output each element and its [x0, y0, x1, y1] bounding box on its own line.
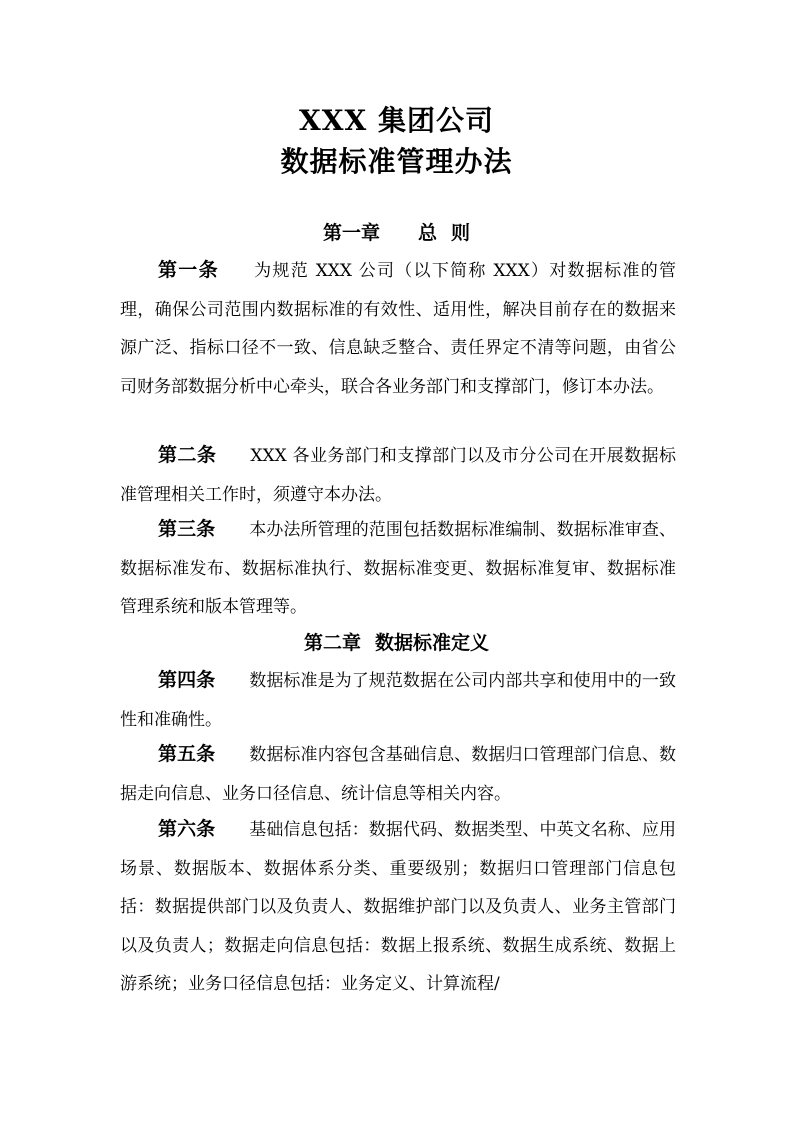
article-5: [120, 735, 676, 813]
article-label: 第二条: [158, 444, 217, 466]
chapter-title-part2: 则: [451, 222, 471, 244]
article-label: 第一条: [158, 259, 219, 281]
chapter-number: 第二章: [303, 632, 361, 654]
article-4: [120, 661, 676, 739]
article-text: 本办法所管理的范围包括数据标准编制、数据标准审查、数据标准发布、数据标准执行、数据标准变更、数据标准复审、数据标准管理系统和版本管理等。: [120, 520, 676, 617]
article-text: 为规范 XXX 公司（以下简称 XXX）对数据标准的管理，确保公司范围内数据标准的有效性、适用性，解决目前存在的数据来源广泛、指标口径不一致、信息缺乏整合、责任界定不清等问题，由省公司财务部数据分析中心牵头，联合各业务部门和支撑部门，修订本办法。: [120, 261, 676, 397]
chapter-title: 数据标准定义: [375, 632, 490, 654]
article-6: [120, 810, 676, 1004]
chapter-number: 第一章: [322, 222, 380, 244]
article-text: 数据标准是为了规范数据在公司内部共享和使用中的一致性和准确性。: [120, 671, 676, 730]
article-label: 第四条: [158, 669, 216, 691]
article-label: 第六条: [158, 818, 216, 840]
article-text: 数据标准内容包含基础信息、数据归口管理部门信息、数据走向信息、业务口径信息、统计信息等相关内容。: [120, 745, 676, 804]
article-text: XXX 各业务部门和支撑部门以及市分公司在开展数据标准管理相关工作时，须遵守本办法。: [120, 446, 676, 505]
article-text: 基础信息包括：数据代码、数据类型、中英文名称、应用场景、数据版本、数据体系分类、重要级别；数据归口管理部门信息包括：数据提供部门以及负责人、数据维护部门以及负责人、业务主管部门以及负责人；数据走向信息包括：数据上报系统、数据生成系统、数据上游系统；业务口径信息包括：业务定义、计算流程/: [120, 820, 676, 994]
document-title-line1: XXX 集团公司: [299, 104, 494, 137]
article-1: [120, 251, 676, 406]
article-2: [120, 436, 676, 514]
article-3: [120, 510, 676, 627]
chapter-heading-2: [0, 628, 793, 655]
article-label: 第五条: [158, 743, 216, 765]
chapter-heading-1: [0, 218, 793, 245]
chapter-title-part1: 总: [417, 222, 437, 244]
document-title-line2: 数据标准管理办法: [280, 145, 513, 178]
article-label: 第三条: [158, 518, 216, 540]
